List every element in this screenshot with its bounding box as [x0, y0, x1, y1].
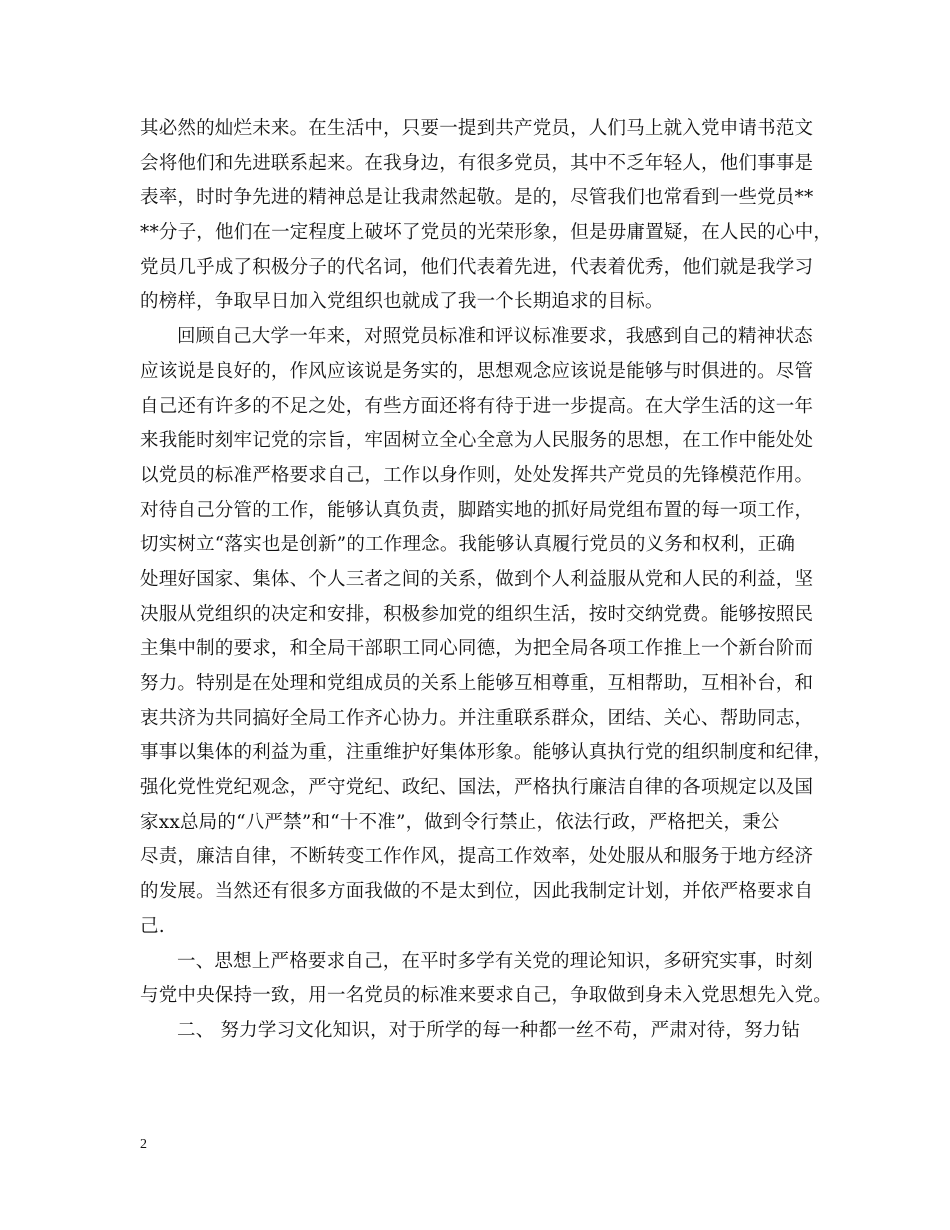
- text-line: 强化党性党纪观念，严守党纪、政纪、国法，严格执行廉洁自律的各项规定以及国: [140, 777, 814, 799]
- text-line: 以党员的标准严格要求自己，工作以身作则，处处发挥共产党员的先锋模范作用。: [140, 464, 814, 486]
- text-line: 尽责，廉洁自律，不断转变工作作风，提高工作效率，处处服从和服务于地方经济: [140, 846, 814, 868]
- text-line: 对待自己分管的工作，能够认真负责，脚踏实地的抓好局党组布置的每一项工作，: [140, 499, 814, 521]
- paragraph-start-line: 二、 努力学习文化知识，对于所学的每一种都一丝不苟，严肃对待，努力钻: [177, 1019, 801, 1041]
- text-line: 表率，时时争先进的精神总是让我肃然起敬。是的，尽管我们也常看到一些党员**: [140, 187, 814, 209]
- text-line: 主集中制的要求，和全局干部职工同心同德，为把全局各项工作推上一个新台阶而: [140, 638, 814, 660]
- text-line: 与党中央保持一致，用一名党员的标准来要求自己，争取做到身未入党思想先入党。: [140, 985, 832, 1007]
- text-line: 的发展。当然还有很多方面我做的不是太到位，因此我制定计划，并依严格要求自: [140, 881, 814, 903]
- text-line: 自己还有许多的不足之处，有些方面还将有待于进一步提高。在大学生活的这一年: [140, 395, 814, 417]
- text-line: 切实树立“落实也是创新”的工作理念。我能够认真履行党员的义务和权利，正确: [140, 534, 796, 556]
- text-line: 事事以集体的利益为重，注重维护好集体形象。能够认真执行党的组织制度和纪律，: [140, 742, 832, 764]
- text-line: 衷共济为共同搞好全局工作齐心协力。并注重联系群众，团结、关心、帮助同志，: [140, 707, 814, 729]
- text-line: **分子，他们在一定程度上破坏了党员的光荣形象，但是毋庸置疑，在人民的心中，: [140, 222, 833, 244]
- text-line: 处理好国家、集体、个人三者之间的关系，做到个人利益服从党和人民的利益，坚: [140, 568, 814, 590]
- text-line: 会将他们和先进联系起来。在我身边，有很多党员，其中不乏年轻人，他们事事是: [140, 152, 814, 174]
- text-line: 努力。特别是在处理和党组成员的关系上能够互相尊重，互相帮助，互相补台，和: [140, 673, 814, 694]
- text-line: 党员几乎成了积极分子的代名词，他们代表着先进，代表着优秀，他们就是我学习: [140, 256, 814, 278]
- paragraph-start-line: 回顾自己大学一年来，对照党员标准和评议标准要求，我感到自己的精神状态: [177, 326, 813, 348]
- text-line: 己.: [140, 915, 165, 937]
- paragraph-start-line: 一、思想上严格要求自己，在平时多学有关党的理论知识，多研究实事，时刻: [177, 950, 813, 972]
- text-line: 应该说是良好的，作风应该说是务实的，思想观念应该说是能够与时俱进的。尽管: [140, 360, 814, 382]
- text-line: 其必然的灿烂未来。在生活中，只要一提到共产党员，人们马上就入党申请书范文: [140, 118, 814, 139]
- text-line: 决服从党组织的决定和安排，积极参加党的组织生活，按时交纳党费。能够按照民: [140, 603, 814, 625]
- text-line: 家xx总局的“八严禁”和“十不准”，做到令行禁止，依法行政，严格把关，秉公: [140, 811, 780, 833]
- document-body: [140, 112, 833, 1049]
- text-line: 来我能时刻牢记党的宗旨，牢固树立全心全意为人民服务的思想，在工作中能处处: [140, 430, 814, 452]
- text-line: 的榜样，争取早日加入党组织也就成了我一个长期追求的目标。: [140, 291, 664, 313]
- page-number: 2: [140, 1137, 147, 1152]
